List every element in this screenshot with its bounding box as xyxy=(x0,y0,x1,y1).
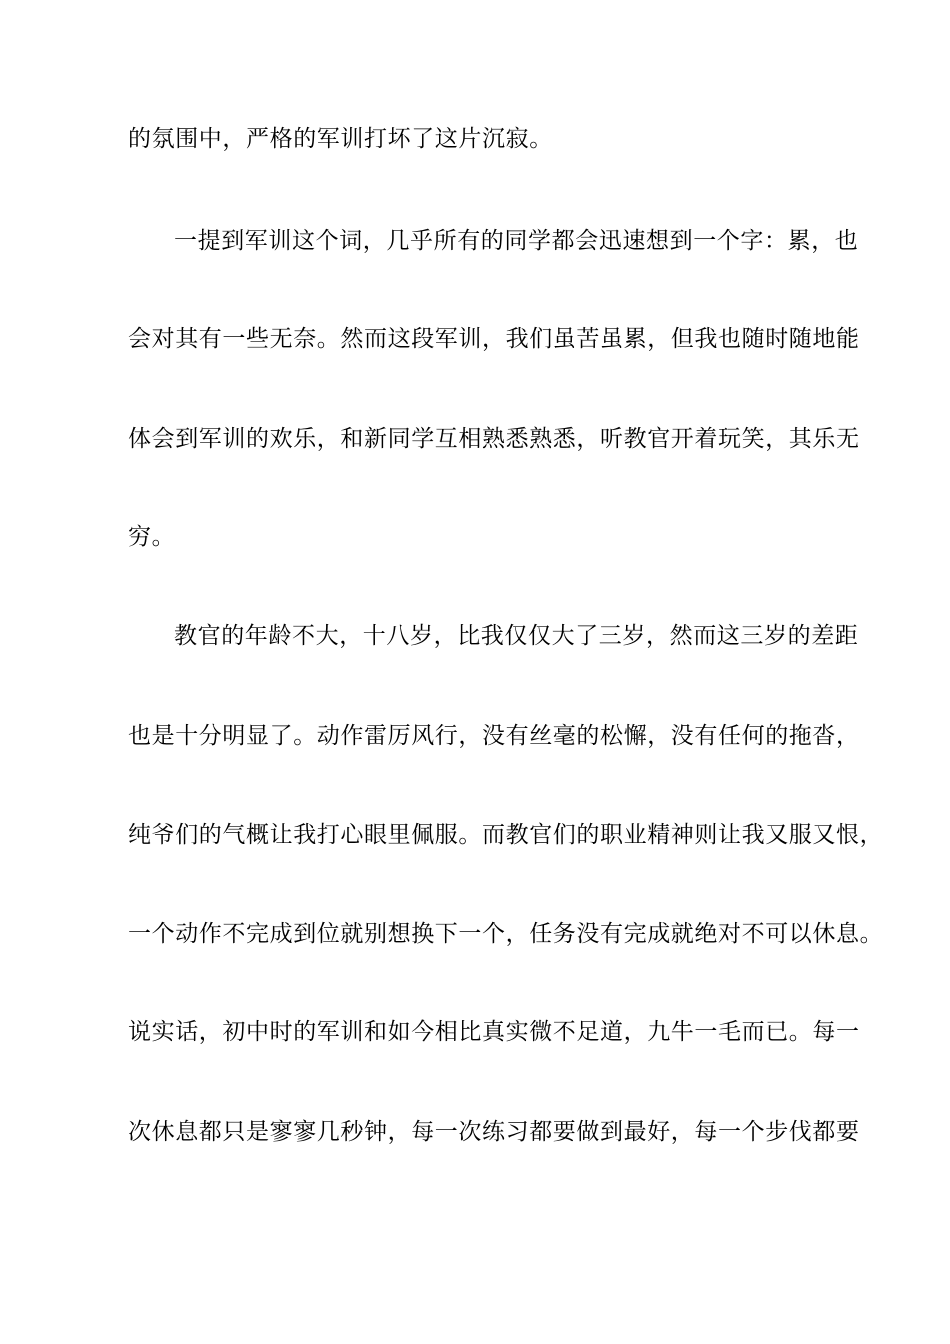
text-line-2: 一提到军训这个词，几乎所有的同学都会迅速想到一个字：累，也 xyxy=(174,228,859,254)
text-line-9: 一个动作不完成到位就别想换下一个，任务没有完成就绝对不可以休息。 xyxy=(128,921,884,947)
text-line-10: 说实话，初中时的军训和如今相比真实微不足道，九牛一毛而已。每一 xyxy=(128,1019,860,1045)
text-line-6: 教官的年龄不大，十八岁，比我仅仅大了三岁，然而这三岁的差距 xyxy=(174,623,859,649)
text-line-1: 的氛围中，严格的军训打坏了这片沉寂。 xyxy=(128,126,553,152)
text-line-5: 穷。 xyxy=(128,524,176,550)
text-line-3: 会对其有一些无奈。然而这段军训，我们虽苦虽累，但我也随时随地能 xyxy=(128,326,860,352)
text-line-11: 次休息都只是寥寥几秒钟，每一次练习都要做到最好，每一个步伐都要 xyxy=(128,1119,860,1145)
text-line-8: 纯爷们的气概让我打心眼里佩服。而教官们的职业精神则让我又服又恨， xyxy=(128,822,884,848)
text-line-7: 也是十分明显了。动作雷厉风行，没有丝毫的松懈，没有任何的拖沓， xyxy=(128,723,860,749)
text-line-4: 体会到军训的欢乐，和新同学互相熟悉熟悉，听教官开着玩笑，其乐无 xyxy=(128,426,860,452)
